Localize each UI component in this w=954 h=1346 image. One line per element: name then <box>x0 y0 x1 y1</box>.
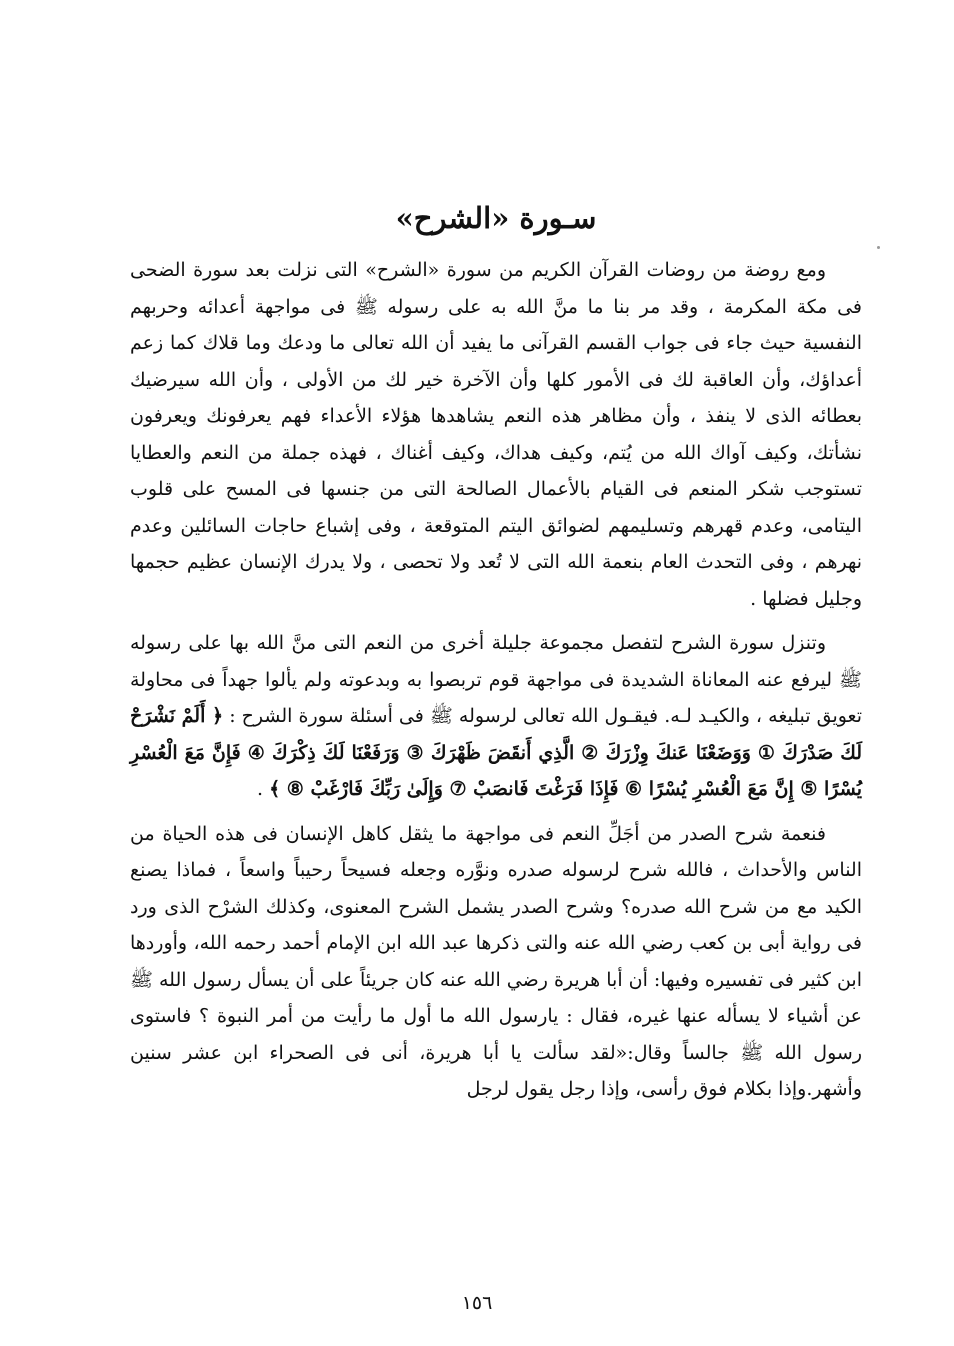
paragraph-2-end: . <box>256 778 264 800</box>
chapter-title: سـورة «الشرح» <box>395 201 597 235</box>
paragraph-1: ومع روضة من روضات القرآن الكريم من سورة «الشرح» التى نزلت بعد سورة الضحى فى مكة المكرمة ، وقد مر بنا ما منَّ الله به على رسوله ﷺ فى مواجهة أعدائه وحربهم النفسية حيث جاء فى جواب القسم القرآنى ما يفيد أن الله تعالى ما ودعك وما قلاك كما زعم أعداؤك، وأن العاقبة لك فى الأمور كلها وأن الآخرة خير لك من الأولى ، وأن الله سيرضيك بعطائه الذى لا ينفذ ، وأن مظاهر هذه النعم يشاهدها هؤلاء الأعداء فهم يعرفونك ويعرفون نشأتك، وكيف آواك الله من يُتم، وكيف هداك، وكيف أغناك ، فهذه جملة من النعم والعطايا تستوجب شكر المنعم فى القيام بالأعمال الصالحة التى من جنسها فى المسح على قلوب اليتامى، وعدم قهرهم وتسليمهم لضوائق اليتم المتوقعة ، وفى إشباع حاجات السائلين وعدم نهرهم ، وفى التحدث العام بنعمة الله التى لا تُعد ولا تحصى ، ولا يدرك الإنسان عظيم حجمها وجليل فضلها . <box>130 259 862 610</box>
page-number: ١٥٦ <box>461 1292 493 1314</box>
paragraph-3: فنعمة شرح الصدر من أجَلِّ النعم فى مواجهة ما يثقل كاهل الإنسان فى هذه الحياة من الناس والأحداث ، فالله شرح لرسوله صدره ونوَّره وجعله فسيحاً رحيباً واسعاً ، فماذا يصنع الكيد مع من شرح الله صدره؟ وشرح الصدر يشمل الشرح المعنوى، وكذلك الشرْح الذى ورد فى رواية أبى بن كعب رضي الله عنه والتى ذكرها عبد الله ابن الإمام أحمد رحمه الله، وأوردها ابن كثير فى تفسيره وفيها: أن أبا هريرة رضي الله عنه كان جريئاً على أن يسأل رسول الله ﷺ عن أشياء لا يسأله عنها غيره، فقال : يارسول الله ما أول ما رأيت من أمر النبوة ؟ فاستوى رسول الله ﷺ جالساً وقال:«لقد سألت يا أبا هريرة، أنى فى الصحراء ابن عشر سنين وأشهر.وإذا بكلام فوق رأسى، وإذا رجل يقول لرجل <box>130 822 862 1100</box>
text-block <box>130 198 862 1116</box>
quran-verses: ﴿ أَلَمْ نَشْرَحْ لَكَ صَدْرَكَ ① وَوَضَعْنَا عَنكَ وِزْرَكَ ② الَّذِي أَنقَضَ ظَهْرَكَ ③ وَرَفَعْنَا لَكَ ذِكْرَكَ ④ فَإِنَّ مَعَ الْعُسْرِ يُسْرًا ⑤ إِنَّ مَعَ الْعُسْرِ يُسْرًا ⑥ فَإِذَا فَرَغْتَ فَانصَبْ ⑦ وَإِلَىٰ رَبِّكَ فَارْغَبْ ⑧ ﴾ <box>130 705 862 800</box>
paragraph-2-intro: وتنزل سورة الشرح لتفصل مجموعة جليلة أخرى من النعم التى منَّ الله بها على رسوله ﷺ ليرفع عنه المعاناة الشديدة فى مواجهة قوم تربصوا به وبدعوته ولم يألوا جهداً فى محاولة تعويق تبليغه ، والكيـد لـه. فيقـول الله تعالى لرسوله ﷺ فى أسئلة سورة الشرح : <box>130 632 863 727</box>
scan-speck <box>877 246 880 249</box>
paragraph-2 <box>130 625 862 808</box>
